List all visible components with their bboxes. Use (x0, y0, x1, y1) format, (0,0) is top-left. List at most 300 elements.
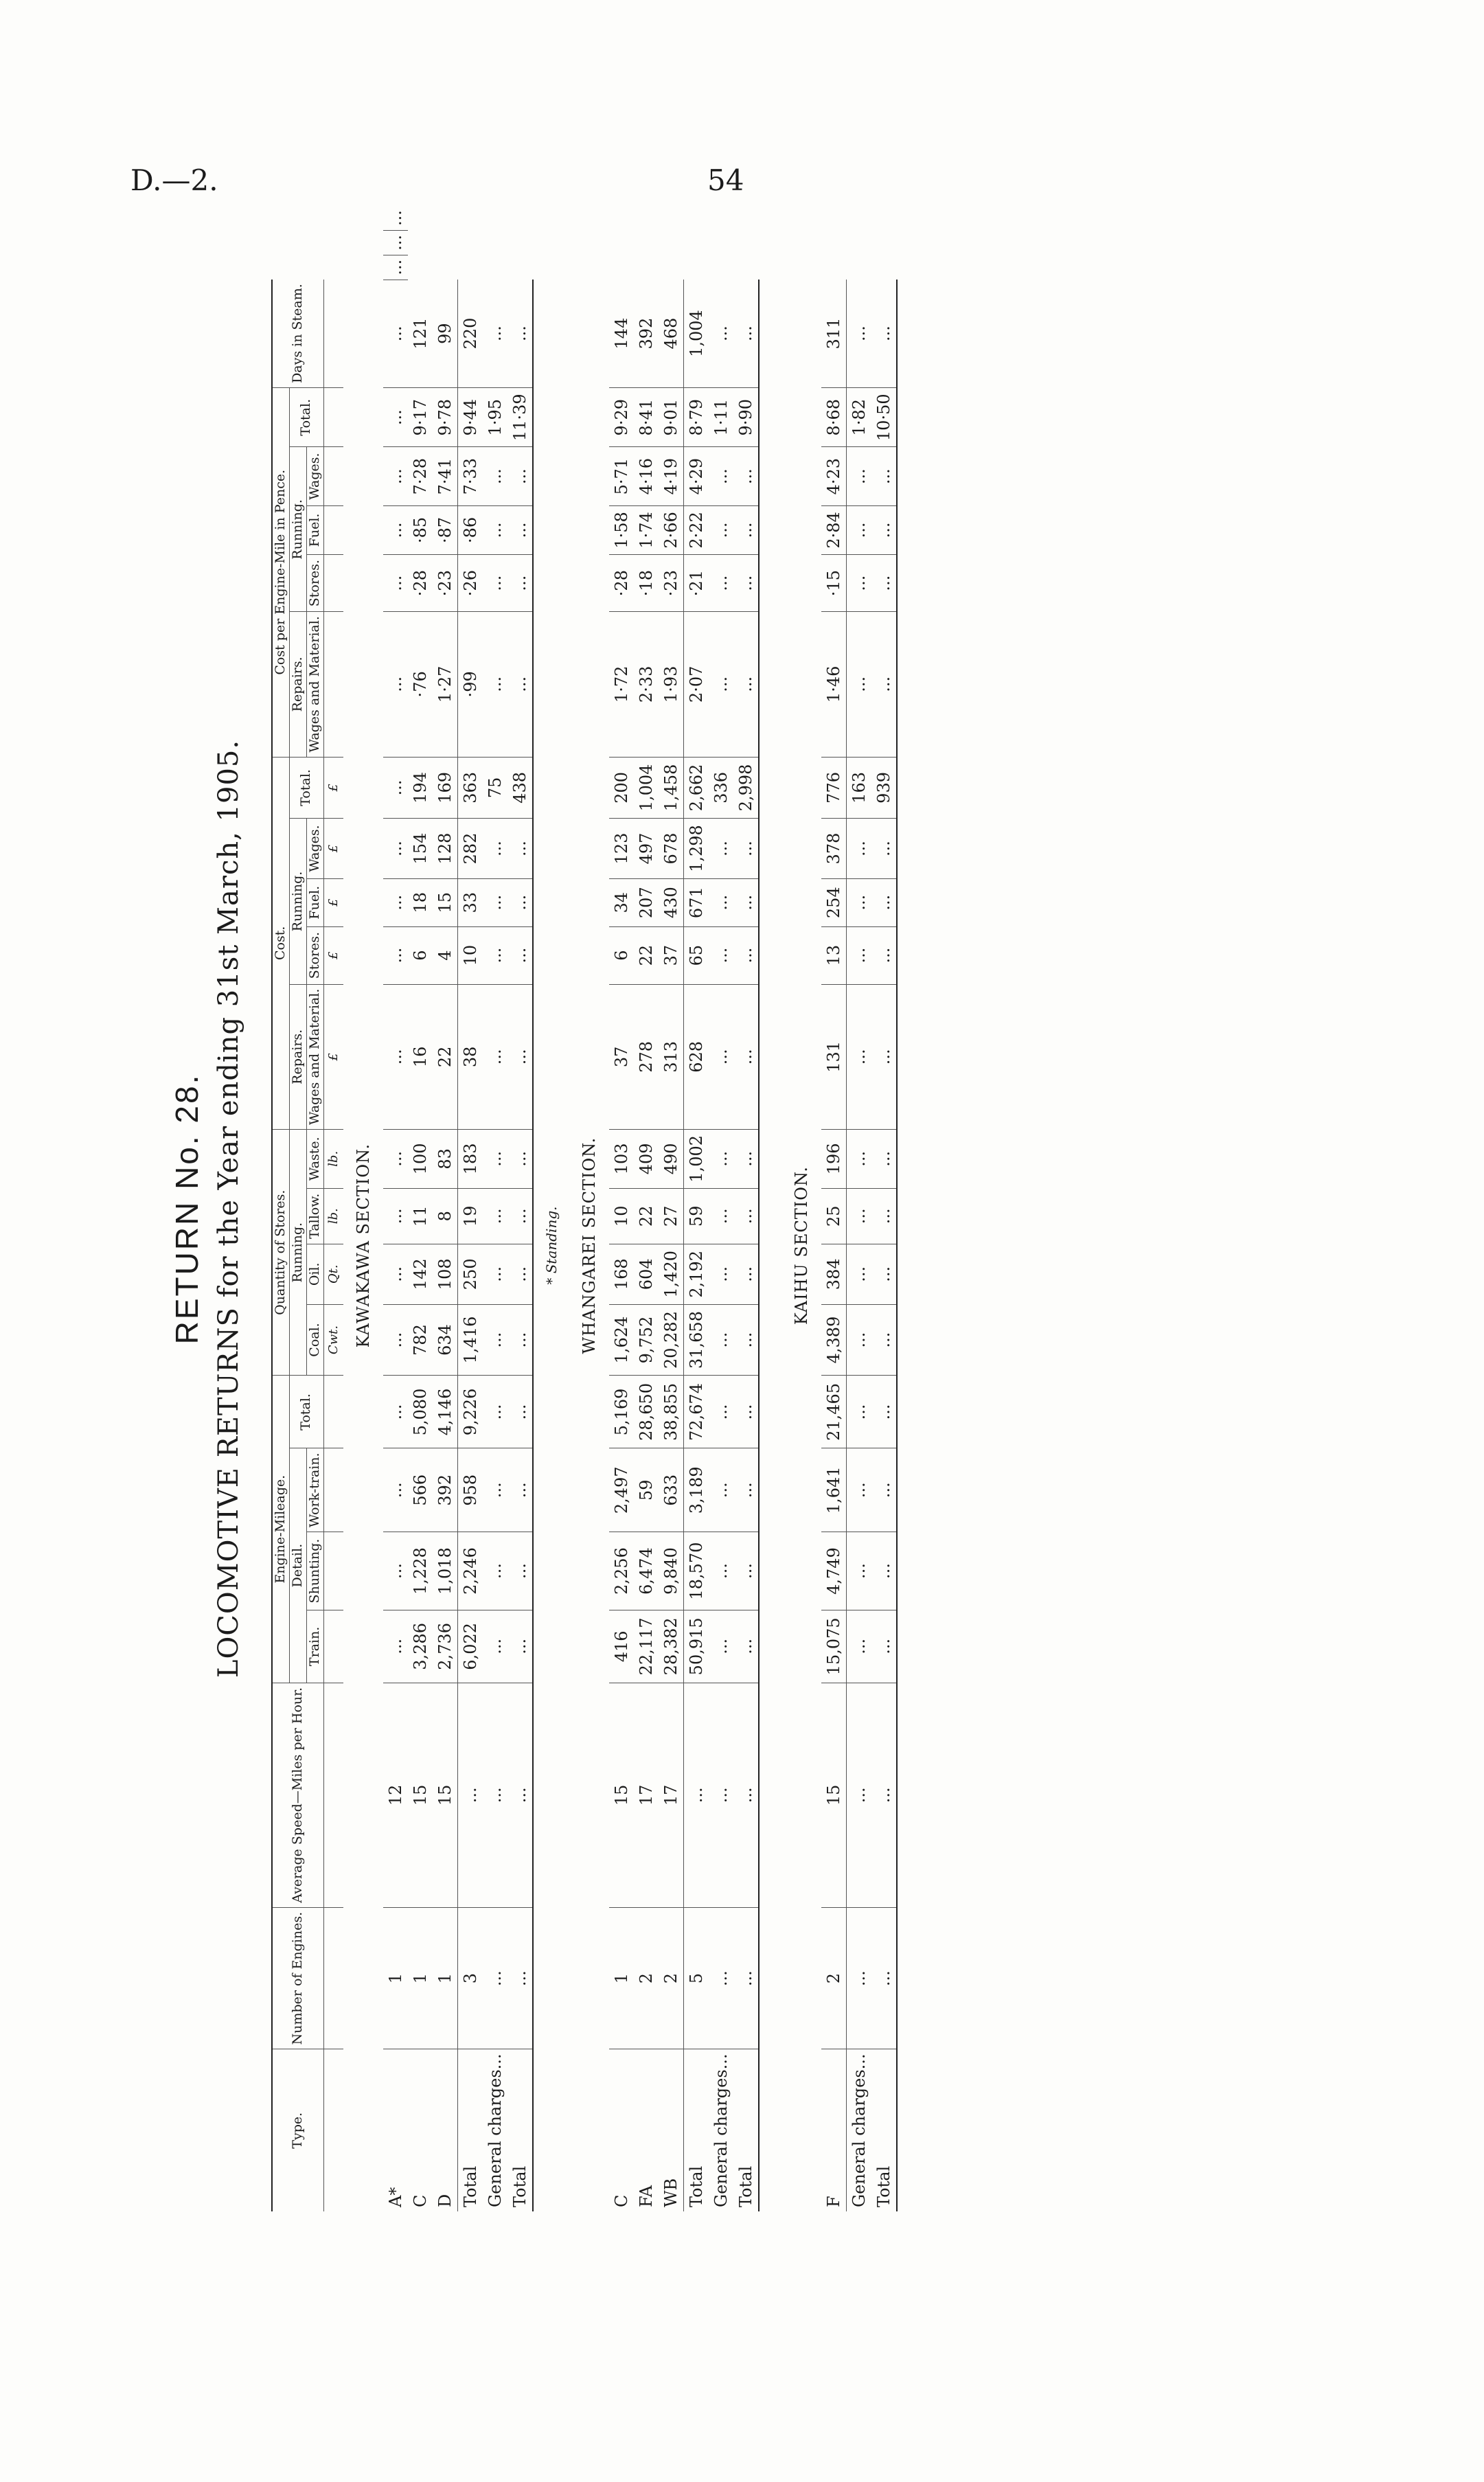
unit-cell (323, 1532, 343, 1610)
col-days-in-steam: Days in Steam. (272, 280, 323, 387)
table-cell: ... (383, 1610, 408, 1683)
table-cell: Total (683, 2049, 709, 2211)
table-cell: 409 (634, 1130, 659, 1189)
table-cell: 8 (433, 1188, 458, 1244)
table-cell: ... (846, 1244, 871, 1304)
table-cell: ... (733, 1304, 759, 1376)
table-cell: 123 (609, 819, 634, 879)
table-cell: ... (483, 447, 507, 505)
table-cell: 1,420 (659, 1244, 684, 1304)
table-cell: ·26 (457, 555, 483, 612)
table-cell: 9·01 (659, 387, 684, 447)
table-cell: 4,146 (433, 1376, 458, 1448)
table-cell: 121 (408, 280, 433, 387)
table-cell: 4·29 (683, 447, 709, 505)
table-cell: 254 (821, 878, 847, 926)
table-cell: ... (507, 1130, 533, 1189)
group-quantity-of-stores: Quantity of Stores. (272, 1130, 289, 1376)
table-cell: ... (846, 1304, 871, 1376)
table-cell: 15,075 (821, 1610, 847, 1683)
table-cell: 142 (408, 1244, 433, 1304)
group-cost: Cost. (272, 757, 289, 1130)
table-cell: Total (871, 2049, 897, 2211)
table-cell: 1 (408, 1907, 433, 2049)
unit-cell: £ (323, 757, 343, 819)
table-cell: 38,855 (659, 1376, 684, 1448)
col-pence-wages: Wages. (306, 447, 323, 505)
table-cell: 168 (609, 1244, 634, 1304)
table-cell: 2,256 (609, 1532, 634, 1610)
section-heading (569, 206, 609, 2211)
table-cell: 2·66 (659, 505, 684, 554)
table-cell: ... (383, 230, 408, 255)
table-cell: 128 (433, 819, 458, 879)
table-cell: ... (683, 1683, 709, 1907)
table-cell: ... (733, 1244, 759, 1304)
table-cell: 416 (609, 1610, 634, 1683)
table-cell: 2·07 (683, 612, 709, 757)
table-cell: 10 (609, 1188, 634, 1244)
table-cell: ... (871, 505, 897, 554)
table-cell: ·28 (408, 555, 433, 612)
page-number: 54 (707, 163, 744, 197)
rotated-return-block (168, 192, 1281, 2225)
section-heading-text: WHANGAREI SECTION. (579, 1137, 599, 1354)
table-cell: ... (733, 280, 759, 387)
table-cell: 1·72 (609, 612, 634, 757)
table-cell: 22 (634, 1188, 659, 1244)
table-cell: ... (871, 984, 897, 1129)
table-cell: 22 (634, 926, 659, 984)
table-cell: ... (709, 1376, 733, 1448)
table-cell: 2·22 (683, 505, 709, 554)
table-row (821, 206, 847, 2211)
table-cell: 9·90 (733, 387, 759, 447)
table-cell: ... (383, 1188, 408, 1244)
table-cell: ... (709, 1130, 733, 1189)
group-cost-per-engine-mile: Cost per Engine-Mile in Pence. (272, 387, 289, 757)
table-cell: ·76 (408, 612, 433, 757)
table-cell: 163 (846, 757, 871, 819)
table-cell: 17 (634, 1683, 659, 1907)
table-cell: ... (483, 1683, 507, 1907)
table-cell: 2 (821, 1907, 847, 2049)
locomotive-returns-table (271, 206, 898, 2211)
table-cell: ... (483, 555, 507, 612)
table-cell: 34 (609, 878, 634, 926)
table-cell: 633 (659, 1448, 684, 1532)
table-cell: 20,282 (659, 1304, 684, 1376)
table-cell: Total (507, 2049, 533, 2211)
table-cell: ... (846, 926, 871, 984)
table-cell: ... (846, 612, 871, 757)
table-cell: 8·79 (683, 387, 709, 447)
table-cell: ... (383, 255, 408, 280)
group-stores-running: Running. (289, 1130, 306, 1376)
table-cell: ... (709, 1188, 733, 1244)
col-number-of-engines: Number of Engines. (272, 1907, 323, 2049)
table-cell: 72,674 (683, 1376, 709, 1448)
table-cell: ... (871, 612, 897, 757)
table-cell: 678 (659, 819, 684, 879)
table-cell: ... (733, 1376, 759, 1448)
col-oil: Oil. (306, 1244, 323, 1304)
col-waste: Waste. (306, 1130, 323, 1189)
col-cost-stores: Stores. (306, 926, 323, 984)
table-cell: 1,004 (683, 280, 709, 387)
table-cell: 22 (433, 984, 458, 1129)
table-cell: 3 (457, 1907, 483, 2049)
table-cell: 17 (659, 1683, 684, 1907)
table-cell: 169 (433, 757, 458, 819)
section-heading-text: KAWAKAWA SECTION. (353, 1143, 373, 1348)
table-cell: ... (709, 926, 733, 984)
unit-cell (323, 280, 343, 387)
table-cell: 4·23 (821, 447, 847, 505)
table-cell: ... (507, 447, 533, 505)
table-cell: 1·27 (433, 612, 458, 757)
table-cell: ... (871, 878, 897, 926)
table-cell: 1 (609, 1907, 634, 2049)
table-cell: ... (483, 612, 507, 757)
table-cell: ... (507, 1304, 533, 1376)
col-coal: Coal. (306, 1304, 323, 1376)
table-cell: 1·11 (709, 387, 733, 447)
table-cell: ... (507, 1907, 533, 2049)
table-cell: ... (507, 984, 533, 1129)
table-cell: 59 (634, 1448, 659, 1532)
table-cell: ... (709, 1683, 733, 1907)
table-cell: 38 (457, 984, 483, 1129)
table-cell: 1,018 (433, 1532, 458, 1610)
table-cell: ... (483, 1244, 507, 1304)
table-cell: ... (483, 280, 507, 387)
table-row (408, 206, 433, 2211)
unit-cell (323, 555, 343, 612)
table-cell: 50,915 (683, 1610, 709, 1683)
table-cell: 9·29 (609, 387, 634, 447)
unit-cell (323, 1683, 343, 1907)
unit-cell (323, 612, 343, 757)
unit-cell (323, 1376, 343, 1448)
table-cell: 1,416 (457, 1304, 483, 1376)
table-cell: 65 (683, 926, 709, 984)
table-cell: 33 (457, 878, 483, 926)
table-cell: ... (733, 505, 759, 554)
unit-cell: Qt. (323, 1244, 343, 1304)
table-cell: 2,662 (683, 757, 709, 819)
table-cell: ... (709, 1304, 733, 1376)
table-cell: ·15 (821, 555, 847, 612)
col-shunting: Shunting. (306, 1532, 323, 1610)
table-cell: ... (383, 206, 408, 230)
table-cell: 1,298 (683, 819, 709, 879)
unit-cell: £ (323, 819, 343, 879)
group-pence-repairs: Repairs. (289, 612, 306, 757)
table-cell: 5,080 (408, 1376, 433, 1448)
table-cell: ... (483, 1304, 507, 1376)
table-cell: ... (846, 1532, 871, 1610)
table-cell: ·18 (634, 555, 659, 612)
table-cell: 384 (821, 1244, 847, 1304)
table-cell: 1,228 (408, 1532, 433, 1610)
table-cell: 4 (433, 926, 458, 984)
table-cell: ... (709, 1244, 733, 1304)
totals-row (871, 206, 897, 2211)
table-cell: ... (846, 447, 871, 505)
table-body (323, 206, 897, 2211)
unit-cell (323, 1610, 343, 1683)
table-cell: ... (383, 1448, 408, 1532)
table-cell: ... (733, 1683, 759, 1907)
table-cell: 1,002 (683, 1130, 709, 1189)
table-cell: 22,117 (634, 1610, 659, 1683)
table-cell: 8·41 (634, 387, 659, 447)
table-cell: 313 (659, 984, 684, 1129)
table-cell: ... (507, 1448, 533, 1532)
table-cell: ... (733, 984, 759, 1129)
unit-cell (323, 2049, 343, 2211)
col-mileage-total: Total. (289, 1376, 323, 1448)
table-cell: 2·84 (821, 505, 847, 554)
table-cell: ... (846, 1188, 871, 1244)
table-cell: ... (733, 447, 759, 505)
table-cell: 671 (683, 878, 709, 926)
table-cell: ... (709, 819, 733, 879)
section-heading (781, 206, 821, 2211)
table-cell: 10 (457, 926, 483, 984)
table-cell: 15 (433, 1683, 458, 1907)
table-cell: 4·19 (659, 447, 684, 505)
table-cell: 103 (609, 1130, 634, 1189)
table-cell: 15 (433, 878, 458, 926)
table-cell: ... (846, 1130, 871, 1189)
table-cell: 430 (659, 878, 684, 926)
table-cell: D (435, 2194, 455, 2207)
group-cost-running: Running. (289, 819, 306, 984)
table-row (634, 206, 659, 2211)
table-cell: 278 (634, 984, 659, 1129)
table-cell: ... (483, 1532, 507, 1610)
table-cell: 7·33 (457, 447, 483, 505)
table-cell: 6,022 (457, 1610, 483, 1683)
table-cell: ... (709, 612, 733, 757)
table-cell: 1,641 (821, 1448, 847, 1532)
table-cell: ... (483, 1376, 507, 1448)
table-cell: 2 (659, 1907, 684, 2049)
table-cell: 18,570 (683, 1532, 709, 1610)
table-cell: 75 (483, 757, 507, 819)
table-cell: ... (483, 984, 507, 1129)
table-cell: 939 (871, 757, 897, 819)
table-cell: 9·78 (433, 387, 458, 447)
table-cell: General charges... (485, 2053, 505, 2207)
table-cell: ·23 (659, 555, 684, 612)
document-reference: D.—2. (130, 163, 218, 197)
table-cell: 100 (408, 1130, 433, 1189)
footnote-text: * Standing. (543, 1206, 560, 1285)
table-cell: ... (383, 1532, 408, 1610)
table-cell: 490 (659, 1130, 684, 1189)
table-cell: ·86 (457, 505, 483, 554)
table-cell: 1 (383, 1907, 408, 2049)
table-cell: ... (871, 280, 897, 387)
table-cell: ... (383, 984, 408, 1129)
table-row (659, 206, 684, 2211)
unit-cell: lb. (323, 1130, 343, 1189)
col-cost-wages-material: Wages and Material. (306, 984, 323, 1129)
table-cell: 11·39 (507, 387, 533, 447)
table-cell: 7·41 (433, 447, 458, 505)
table-cell: 4·16 (634, 447, 659, 505)
table-cell: 207 (634, 878, 659, 926)
table-cell: 782 (408, 1304, 433, 1376)
col-cost-wages: Wages. (306, 819, 323, 879)
table-cell: ... (871, 1130, 897, 1189)
table-cell: ... (871, 1304, 897, 1376)
table-cell: ... (709, 984, 733, 1129)
table-cell: ... (383, 1376, 408, 1448)
table-cell: 378 (821, 819, 847, 879)
section-heading (343, 206, 383, 2211)
table-cell: ... (483, 1610, 507, 1683)
table-cell: ... (483, 1907, 507, 2049)
col-work-train: Work-train. (306, 1448, 323, 1532)
table-cell: ... (383, 505, 408, 554)
table-cell: Total (457, 2049, 483, 2211)
table-cell: 7·28 (408, 447, 433, 505)
unit-cell: £ (323, 926, 343, 984)
table-cell: ... (507, 1244, 533, 1304)
table-cell: 566 (408, 1448, 433, 1532)
table-cell: 12 (383, 1683, 408, 1907)
table-cell: 9,226 (457, 1376, 483, 1448)
table-cell: ... (383, 387, 408, 447)
table-cell: ... (483, 1188, 507, 1244)
table-cell: 131 (821, 984, 847, 1129)
table-cell: ... (846, 878, 871, 926)
table-header (272, 206, 323, 2211)
table-cell: ... (483, 878, 507, 926)
table-cell: ... (709, 447, 733, 505)
table-cell: ... (507, 1188, 533, 1244)
unit-cell (323, 1907, 343, 2049)
table-cell: 154 (408, 819, 433, 879)
unit-cell: £ (323, 878, 343, 926)
table-cell: 628 (683, 984, 709, 1129)
footnote (533, 206, 569, 2211)
table-cell: 250 (457, 1244, 483, 1304)
table-cell: 438 (507, 757, 533, 819)
group-detail: Detail. (289, 1448, 306, 1683)
table-cell: ... (483, 926, 507, 984)
table-cell: ... (733, 612, 759, 757)
table-cell: ... (871, 1683, 897, 1907)
units-row (323, 206, 343, 2211)
table-cell: 27 (659, 1188, 684, 1244)
table-cell: F (823, 2196, 843, 2207)
table-cell: ... (383, 1130, 408, 1189)
section-spacer (759, 206, 781, 2211)
table-row (609, 206, 634, 2211)
unit-cell (323, 387, 343, 447)
table-cell: ... (507, 1610, 533, 1683)
table-cell: ... (507, 878, 533, 926)
table-cell: ... (483, 819, 507, 879)
col-type: Type. (272, 2049, 323, 2211)
table-cell: 2,736 (433, 1610, 458, 1683)
table-cell: 6 (609, 926, 634, 984)
table-cell: 4,389 (821, 1304, 847, 1376)
table-cell: ... (871, 555, 897, 612)
table-cell: ... (383, 1244, 408, 1304)
table-cell: ·87 (433, 505, 458, 554)
table-cell: 1·95 (483, 387, 507, 447)
table-cell: 25 (821, 1188, 847, 1244)
table-cell: 183 (457, 1130, 483, 1189)
table-cell: 144 (609, 280, 634, 387)
table-cell: 1·46 (821, 612, 847, 757)
table-cell: ... (733, 926, 759, 984)
table-cell: 16 (408, 984, 433, 1129)
table-row (433, 206, 458, 2211)
group-engine-mileage: Engine-Mileage. (272, 1376, 289, 1683)
table-cell: 15 (821, 1683, 847, 1907)
table-cell: 194 (408, 757, 433, 819)
table-cell: ... (733, 1907, 759, 2049)
col-pence-total: Total. (289, 387, 323, 447)
col-train: Train. (306, 1610, 323, 1683)
group-pence-running: Running. (289, 447, 306, 612)
table-cell: ... (709, 280, 733, 387)
table-cell: 11 (408, 1188, 433, 1244)
totals-row (457, 206, 483, 2211)
table-cell: ... (733, 878, 759, 926)
table-cell: 196 (821, 1130, 847, 1189)
table-cell: 2,192 (683, 1244, 709, 1304)
table-cell: 282 (457, 819, 483, 879)
table-cell: 21,465 (821, 1376, 847, 1448)
table-cell: 31,658 (683, 1304, 709, 1376)
table-cell: ... (846, 505, 871, 554)
table-cell: ... (383, 612, 408, 757)
table-cell: ... (709, 1610, 733, 1683)
table-cell: ... (871, 819, 897, 879)
col-pence-stores: Stores. (306, 555, 323, 612)
table-cell: 9,752 (634, 1304, 659, 1376)
table-cell: ... (846, 984, 871, 1129)
table-cell: 9·44 (457, 387, 483, 447)
table-cell: 311 (821, 280, 847, 387)
table-cell: 5 (683, 1907, 709, 2049)
table-cell: ... (709, 505, 733, 554)
table-cell: WB (661, 2178, 681, 2207)
table-cell: 497 (634, 819, 659, 879)
table-cell: 9,840 (659, 1532, 684, 1610)
table-cell: 6,474 (634, 1532, 659, 1610)
table-cell: ... (846, 1376, 871, 1448)
table-cell: ... (733, 1532, 759, 1610)
table-cell: 37 (659, 926, 684, 984)
table-cell: ... (871, 1532, 897, 1610)
table-cell: 2,998 (733, 757, 759, 819)
table-cell: ... (846, 1907, 871, 2049)
table-cell: 15 (609, 1683, 634, 1907)
table-cell: ... (709, 555, 733, 612)
totals-row (483, 206, 507, 2211)
table-cell: ... (871, 1376, 897, 1448)
table-cell: A* (385, 2187, 405, 2207)
